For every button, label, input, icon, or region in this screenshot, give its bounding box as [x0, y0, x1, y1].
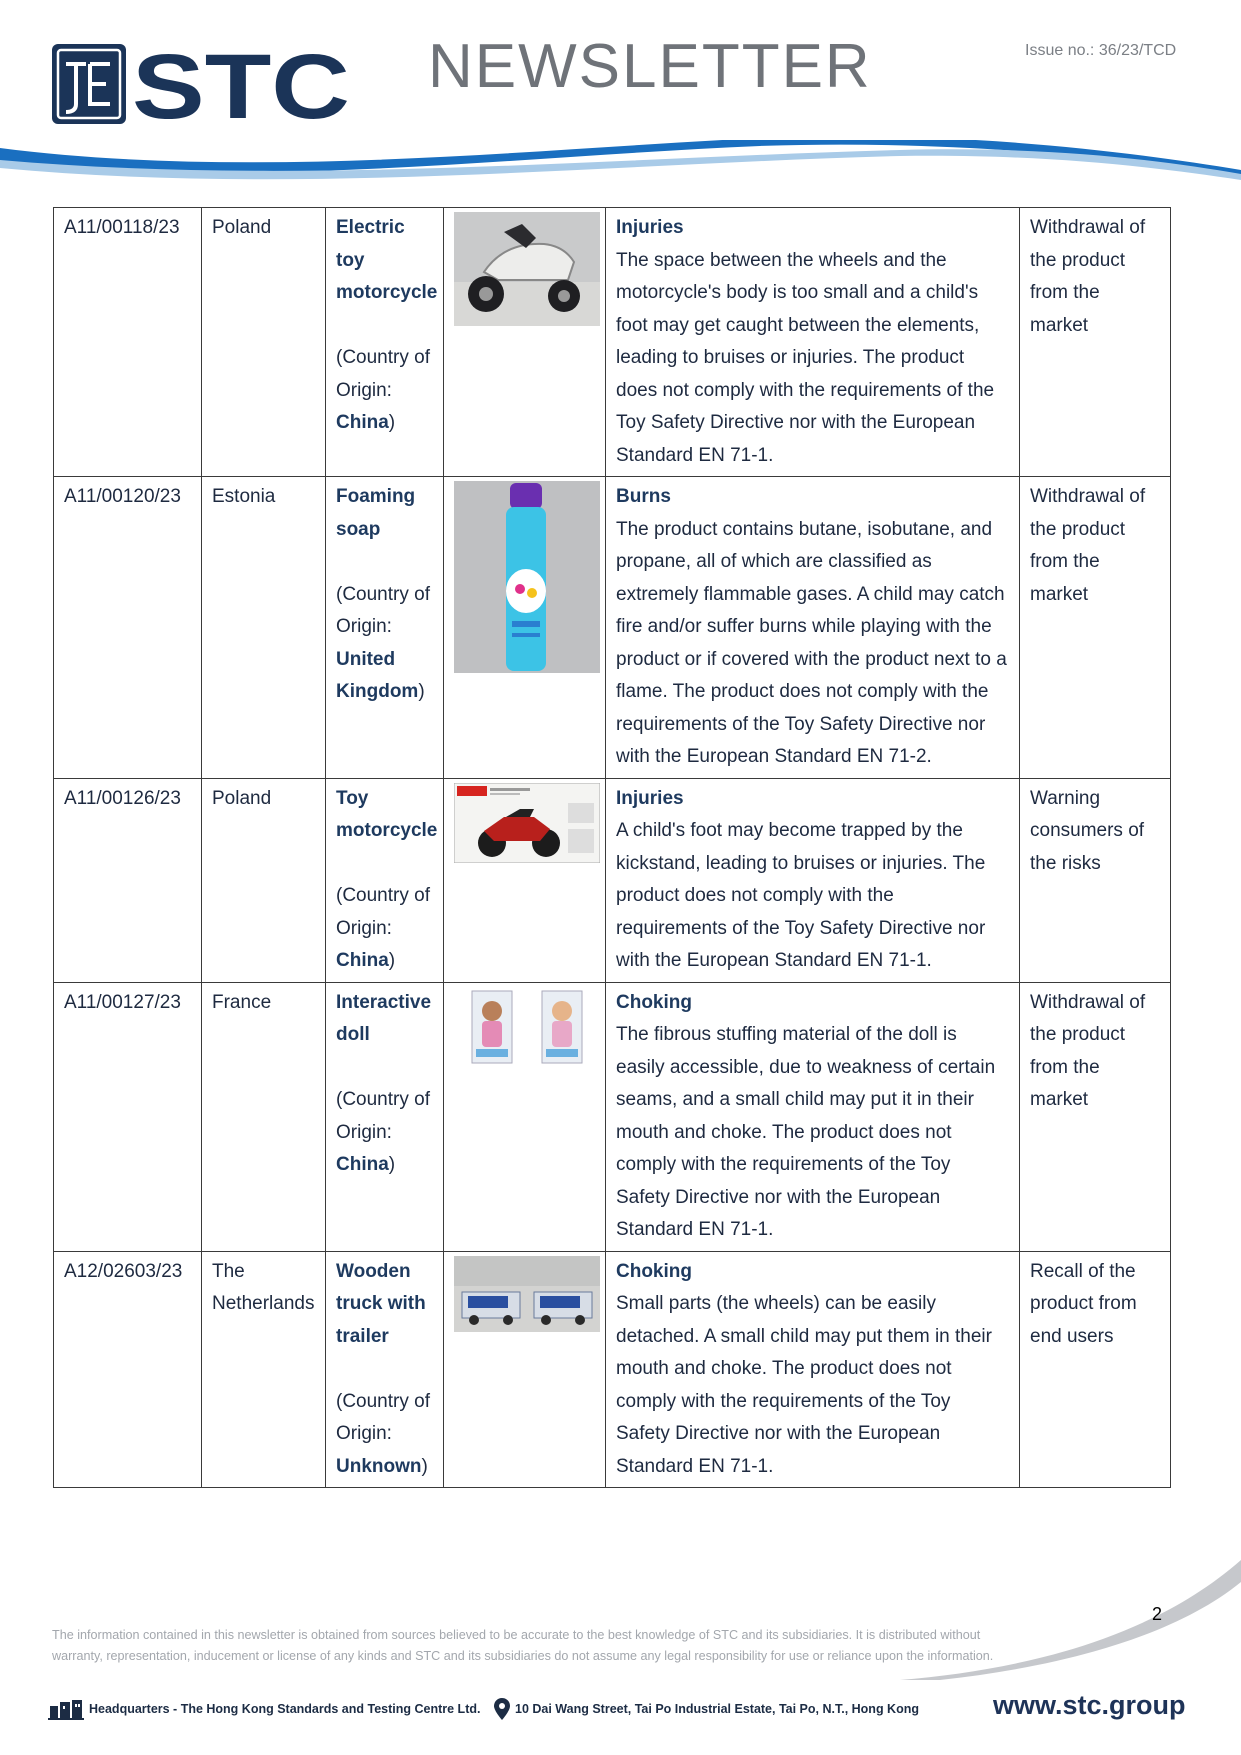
risk-cell	[606, 208, 1020, 477]
image-cell	[444, 778, 606, 982]
product-name: Toy	[336, 787, 369, 809]
foaming-soap-can-photo	[454, 481, 600, 673]
measure-cell: Withdrawal of the product from the market	[1020, 477, 1171, 779]
logo-text: STC	[132, 44, 350, 126]
product-cell: Interactive doll (Country of Origin: China)	[326, 982, 444, 1251]
image-cell	[444, 1251, 606, 1488]
origin-label: (Country of	[336, 1089, 430, 1110]
origin-value: United	[336, 648, 396, 670]
origin-label: (Country of	[336, 583, 430, 605]
reference-cell: A11/00127/23	[54, 982, 202, 1251]
product-cell: Toy motorcycle (Country of Origin: China)	[326, 778, 444, 982]
newsletter-title: NEWSLETTER	[428, 32, 872, 101]
risk-description: The fibrous stuffing material of the doll is easily accessible, due to weakness of certain seams, and a small child may put it in their mouth and choke. The product does not comply with the requirements of the Toy Safety Directive nor with the European Standard EN 71-1.	[616, 1024, 996, 1240]
table-row	[54, 778, 1171, 982]
interactive-doll-boxes-photo	[454, 987, 600, 1067]
risk-description: Small parts (the wheels) can be easily detached. A small child may put them in their mouth and choke. The product does not comply with the requirements of the Toy Safety Directive nor with the European Standard EN 71-1.	[616, 1293, 992, 1477]
risk-cell	[606, 778, 1020, 982]
country-cell: The Netherlands	[202, 1251, 326, 1488]
table-row	[54, 477, 1171, 779]
reference-cell: A11/00126/23	[54, 778, 202, 982]
origin-value: China	[336, 1154, 389, 1175]
address-text: 10 Dai Wang Street, Tai Po Industrial Estate, Tai Po, N.T., Hong Kong	[515, 1702, 919, 1716]
product-cell: Wooden truck with trailer (Country of Origin: Unknown)	[326, 1251, 444, 1488]
measure-cell: Recall of the product from end users	[1020, 1251, 1171, 1488]
website-link[interactable]: www.stc.group	[993, 1690, 1186, 1720]
measure-cell: Withdrawal of the product from the market	[1020, 982, 1171, 1251]
origin-label-cont: Origin:	[336, 379, 392, 401]
measure-cell: Warning consumers of the risks	[1020, 778, 1171, 982]
product-name: Interactive	[336, 991, 432, 1013]
image-cell	[444, 477, 606, 779]
product-name-cont: doll	[336, 1024, 370, 1045]
header-swoosh	[0, 140, 1241, 200]
wooden-truck-trailer-photo	[454, 1256, 600, 1332]
reference-cell: A12/02603/23	[54, 1251, 202, 1488]
location-pin-icon	[494, 1698, 510, 1720]
origin-label-cont: Origin:	[336, 1423, 392, 1444]
stc-logo	[52, 44, 352, 126]
image-cell	[444, 208, 606, 477]
alerts-table	[53, 207, 1171, 1488]
issue-number: Issue no.: 36/23/TCD	[1025, 42, 1177, 59]
origin-label-cont: Origin:	[336, 917, 392, 939]
origin-label: (Country of	[336, 1390, 430, 1412]
product-cell: Foaming soap (Country of Origin: United Kingdom)	[326, 477, 444, 779]
headquarters-text: Headquarters - The Hong Kong Standards and Testing Centre Ltd.	[89, 1702, 481, 1716]
table-row	[54, 1251, 1171, 1488]
building-icon	[48, 1698, 84, 1720]
product-name-cont: motorcycle	[336, 820, 438, 841]
origin-value: China	[336, 950, 389, 971]
risk-description: The product contains butane, isobutane, and propane, all of which are classified as extremely flammable gases. A child may catch fire and/or suffer burns while playing with the product or if covered with the product next to a flame. The product does not comply with the requirements of the Toy Safety Directive nor with the European Standard EN 71-2.	[616, 518, 1007, 767]
risk-cell	[606, 1251, 1020, 1488]
toy-motorcycle-box-photo	[454, 783, 600, 863]
product-name: Electric toy	[336, 217, 405, 271]
country-cell: Estonia	[202, 477, 326, 779]
risk-cell	[606, 982, 1020, 1251]
reference-cell: A11/00118/23	[54, 208, 202, 477]
page-number: 2	[1152, 1604, 1163, 1624]
country-cell: Poland	[202, 208, 326, 477]
product-name-cont: motorcycle	[336, 282, 438, 303]
electric-toy-motorcycle-photo	[454, 212, 600, 326]
origin-value: China	[336, 412, 389, 433]
table-row	[54, 208, 1171, 477]
origin-label: (Country of	[336, 885, 430, 906]
risk-title: Choking	[616, 991, 692, 1013]
measure-cell: Withdrawal of the product from the market	[1020, 208, 1171, 477]
risk-title: Injuries	[616, 787, 684, 809]
origin-label-cont: Origin:	[336, 616, 392, 637]
risk-title: Burns	[616, 486, 671, 507]
footer-address	[494, 1697, 919, 1721]
risk-description: A child's foot may become trapped by the kickstand, leading to bruises or injuries. The product does not comply with the requirements of the Toy Safety Directive nor with the European Standard EN 71-1.	[616, 820, 986, 971]
table-row	[54, 982, 1171, 1251]
risk-title: Choking	[616, 1260, 692, 1282]
risk-description: The space between the wheels and the motorcycle's body is too small and a child's foot may get caught between the elements, leading to bruises or injuries. The product does not comply with the requirements of the Toy Safety Directive nor with the European Standard EN 71-1.	[616, 249, 995, 466]
origin-value-cont: Kingdom	[336, 681, 419, 702]
origin-label-cont: Origin:	[336, 1121, 392, 1143]
country-cell: France	[202, 982, 326, 1251]
product-name-cont: truck with trailer	[336, 1293, 426, 1347]
product-name: Wooden	[336, 1260, 411, 1282]
origin-value: Unknown	[336, 1455, 422, 1477]
risk-cell	[606, 477, 1020, 779]
product-cell: Electric toy motorcycle (Country of Origin: China)	[326, 208, 444, 477]
reference-cell: A11/00120/23	[54, 477, 202, 779]
footer-headquarters	[48, 1697, 480, 1721]
disclaimer-text: The information contained in this newsletter is obtained from sources believed to be accurate to the best knowledge of STC and its subsidiaries. It is distributed without warranty, representation, inducement or license of any kinds and STC and its subsidiaries do not assume any legal responsibility for use or reliance upon the information.	[52, 1628, 994, 1663]
image-cell	[444, 982, 606, 1251]
risk-title: Injuries	[616, 217, 684, 238]
page-header	[0, 0, 1241, 200]
product-name: Foaming	[336, 486, 416, 507]
product-name-cont: soap	[336, 518, 381, 540]
country-cell: Poland	[202, 778, 326, 982]
origin-label: (Country of	[336, 347, 430, 368]
